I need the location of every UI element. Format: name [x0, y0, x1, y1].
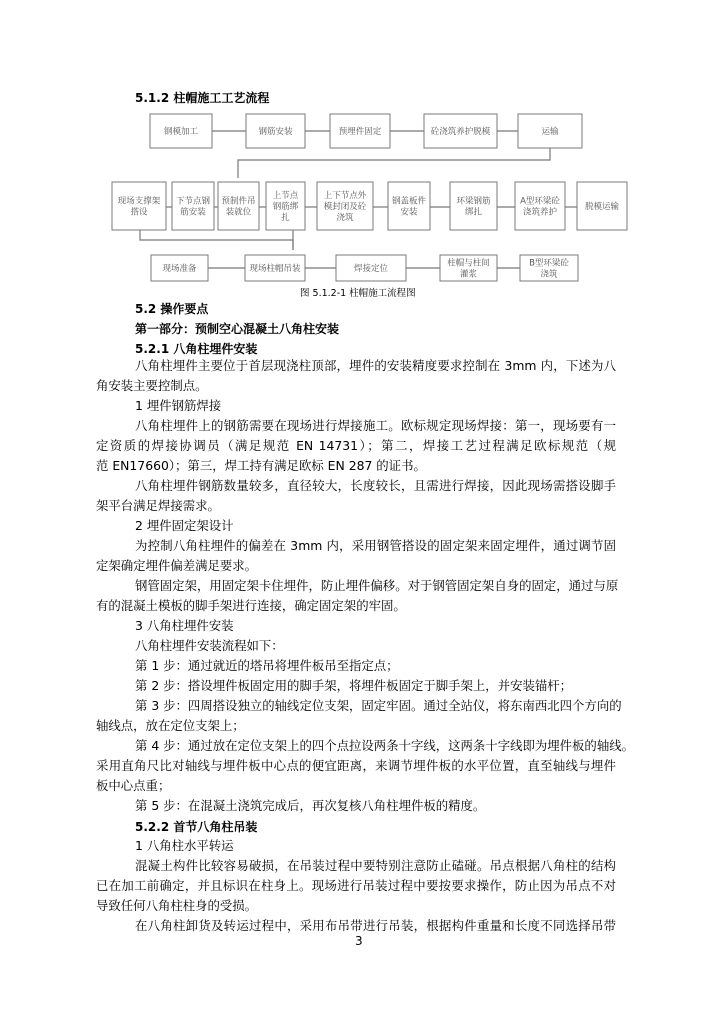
flow-node: [317, 182, 373, 230]
paragraph-line: 第 5 步：在混凝土浇筑完成后，再次复核八角柱埋件板的精度。: [135, 798, 486, 813]
paragraph-line: 板中心点重；: [96, 778, 171, 793]
flow-node-label-line: A型环梁砼: [520, 196, 560, 207]
figure-caption: 图 5.1.2-1 柱帽施工流程图: [300, 288, 416, 299]
flow-node: [577, 182, 627, 230]
paragraph-line: 定架确定埋件偏差满足要求。: [96, 558, 258, 573]
part-heading: 第一部分：预制空心混凝土八角柱安装: [135, 322, 340, 336]
flow-node-label-line: 柱帽与柱间: [447, 258, 490, 269]
flow-node-label-line: 搭设: [130, 207, 148, 218]
paragraph-line: 第 1 步：通过就近的塔吊将埋件板吊至指定点；: [135, 658, 399, 673]
flow-node-label-line: B型环梁砼: [529, 258, 569, 269]
flow-node: [245, 255, 305, 281]
flow-node: [336, 255, 406, 281]
flow-node: [330, 114, 390, 148]
paragraph-line: 八角柱埋件主要位于首层现浇柱顶部，埋件的安装精度要求控制在 3mm 内，下述为八: [135, 358, 616, 373]
paragraph-line: 范 EN17660）；第三，焊工持有满足欧标 EN 287 的证书。: [96, 458, 426, 473]
flow-node: [424, 114, 497, 148]
paragraph-line: 架平台满足焊接需求。: [96, 498, 220, 513]
flow-node-label-line: 绑扎: [464, 207, 483, 218]
flow-node-label: [258, 126, 293, 137]
flow-node: [246, 114, 305, 148]
flow-node-label-line: 筋安装: [180, 207, 206, 218]
flow-node: [515, 182, 565, 230]
section-heading-5-2: 5.2 操作要点: [135, 302, 209, 316]
paragraph-line: 第 4 步：通过放在定位支架上的四个点拉设两条十字线，这两条十字线即为埋件板的轴线。: [135, 738, 634, 753]
flow-node-label-line: 灌浆: [459, 269, 478, 280]
flow-node: [151, 255, 208, 281]
flow-node-label-line: 预埋件固定: [338, 127, 382, 137]
paragraph-line: 为控制八角柱埋件的偏差在 3mm 内，采用钢管搭设的固定架来固定埋件，通过调节固: [135, 538, 616, 553]
flow-node-label-line: 装就位: [225, 207, 252, 218]
flow-node-label: [354, 263, 389, 274]
paragraph-line: 八角柱埋件钢筋数量较多，直径较大，长度较长，且需进行焊接，因此现场需搭设脚手: [135, 478, 616, 493]
flow-node: [172, 182, 214, 230]
flow-node-label-line: 运输: [541, 127, 559, 137]
flow-node-label-line: 钢筋绑: [272, 202, 299, 212]
paragraph-line: 第 3 步：四周搭设独立的轴线定位支架，固定牢固。通过全站仪，将东南西北四个方向的: [135, 698, 622, 713]
flow-node-label-line: 上节点: [272, 191, 299, 201]
flow-node-label-line: 模封闭及砼: [323, 202, 367, 212]
flow-node: [150, 114, 212, 148]
flow-node-label-line: 扎: [281, 213, 290, 223]
flow-node-label-line: 现场支撑架: [117, 196, 161, 207]
flow-node-label: [585, 201, 620, 212]
flow-node-label-line: 浇筑: [540, 269, 558, 280]
flow-node-label-line: 脱模运输: [584, 202, 620, 212]
flow-node-label-line: 现场准备: [162, 264, 197, 274]
flow-node-label: [249, 263, 301, 274]
flowchart: [0, 0, 724, 300]
page-number: 3: [355, 934, 363, 948]
flow-node-label-line: 钢筋安装: [258, 127, 293, 137]
flow-node-label: [431, 126, 491, 137]
flow-node-label-line: 浇筑养护: [522, 207, 558, 218]
paragraph-line: 在八角柱卸货及转运过程中，采用布吊带进行吊装，根据构件重量和长度不同选择吊带: [135, 918, 616, 933]
flow-node-label: [164, 126, 199, 137]
paragraph-line: 角安装主要控制点。: [96, 378, 208, 393]
paragraph-line: 定资质的焊接协调员（满足规范 EN 14731）；第二，焊接工艺过程满足欧标规范（规: [96, 438, 616, 453]
paragraph-line: 2 埋件固定架设计: [135, 518, 234, 533]
flow-node-label: [162, 263, 197, 274]
paragraph-line: 1 八角柱水平转运: [135, 838, 234, 853]
flow-node-label-line: 钢模加工: [163, 127, 199, 137]
flow-node-label-line: 下节点钢: [175, 196, 211, 207]
section-title: 5.1.2 柱帽施工工艺流程: [135, 91, 270, 105]
paragraph-line: 八角柱埋件上的钢筋需要在现场进行焊接施工。欧标规定现场焊接：第一，现场要有一: [135, 418, 616, 433]
flow-node: [440, 255, 497, 281]
flow-node-label-line: 砼浇筑养护脱模: [430, 127, 491, 137]
flow-node-label-line: 安装: [400, 207, 418, 218]
paragraph-line: 已在加工前确定，并且标识在柱身上。现场进行吊装过程中要按要求操作，防止因为吊点不对: [96, 878, 616, 893]
flow-node-label: [541, 126, 559, 137]
flow-node: [266, 182, 305, 230]
paragraph-line: 3 八角柱埋件安装: [135, 618, 234, 633]
flow-node-label-line: 现场柱帽吊装: [249, 264, 301, 274]
paragraph-line: 有的混凝土模板的脚手架进行连接，确定固定架的牢固。: [96, 598, 406, 613]
paragraph-line: 1 埋件钢筋焊接: [135, 398, 222, 413]
section-heading-5-2-1: 5.2.1 八角柱埋件安装: [135, 342, 258, 356]
flow-node-label-line: 环梁钢筋: [456, 196, 491, 207]
flow-node: [520, 255, 578, 281]
flow-node-label: [339, 126, 382, 137]
flow-node: [112, 182, 166, 230]
paragraph-line: 八角柱埋件安装流程如下：: [135, 638, 284, 653]
paragraph-line: 轴线点，放在定位支架上；: [96, 718, 245, 733]
flow-node-label-line: 焊接定位: [353, 264, 389, 274]
flow-node-label-line: 钢盖板件: [391, 196, 427, 207]
paragraph-line: 混凝土构件比较容易破损，在吊装过程中要特别注意防止磕碰。吊点根据八角柱的结构: [135, 858, 616, 873]
flow-node: [450, 182, 497, 230]
section-heading-5-2-2: 5.2.2 首节八角柱吊装: [135, 820, 258, 834]
paragraph-line: 第 2 步：搭设埋件板固定用的脚手架，将埋件板固定于脚手架上，并安装锚杆；: [135, 678, 573, 693]
flow-node: [518, 114, 582, 148]
flow-node: [218, 182, 259, 230]
flow-node-label-line: 上下节点外: [323, 191, 367, 201]
paragraph-line: 钢管固定架，用固定架卡住埋件，防止埋件偏移。对于钢管固定架自身的固定，通过与原: [135, 578, 619, 593]
paragraph-line: 导致任何八角柱柱身的受损。: [96, 898, 258, 913]
flow-node-label-line: 浇筑: [336, 213, 354, 223]
paragraph-line: 采用直角尺比对轴线与埋件板中心点的便宜距离，来调节埋件板的水平位置，直至轴线与埋件: [96, 758, 616, 773]
flow-node-label-line: 预制件吊: [221, 196, 256, 207]
flow-node: [388, 182, 430, 230]
